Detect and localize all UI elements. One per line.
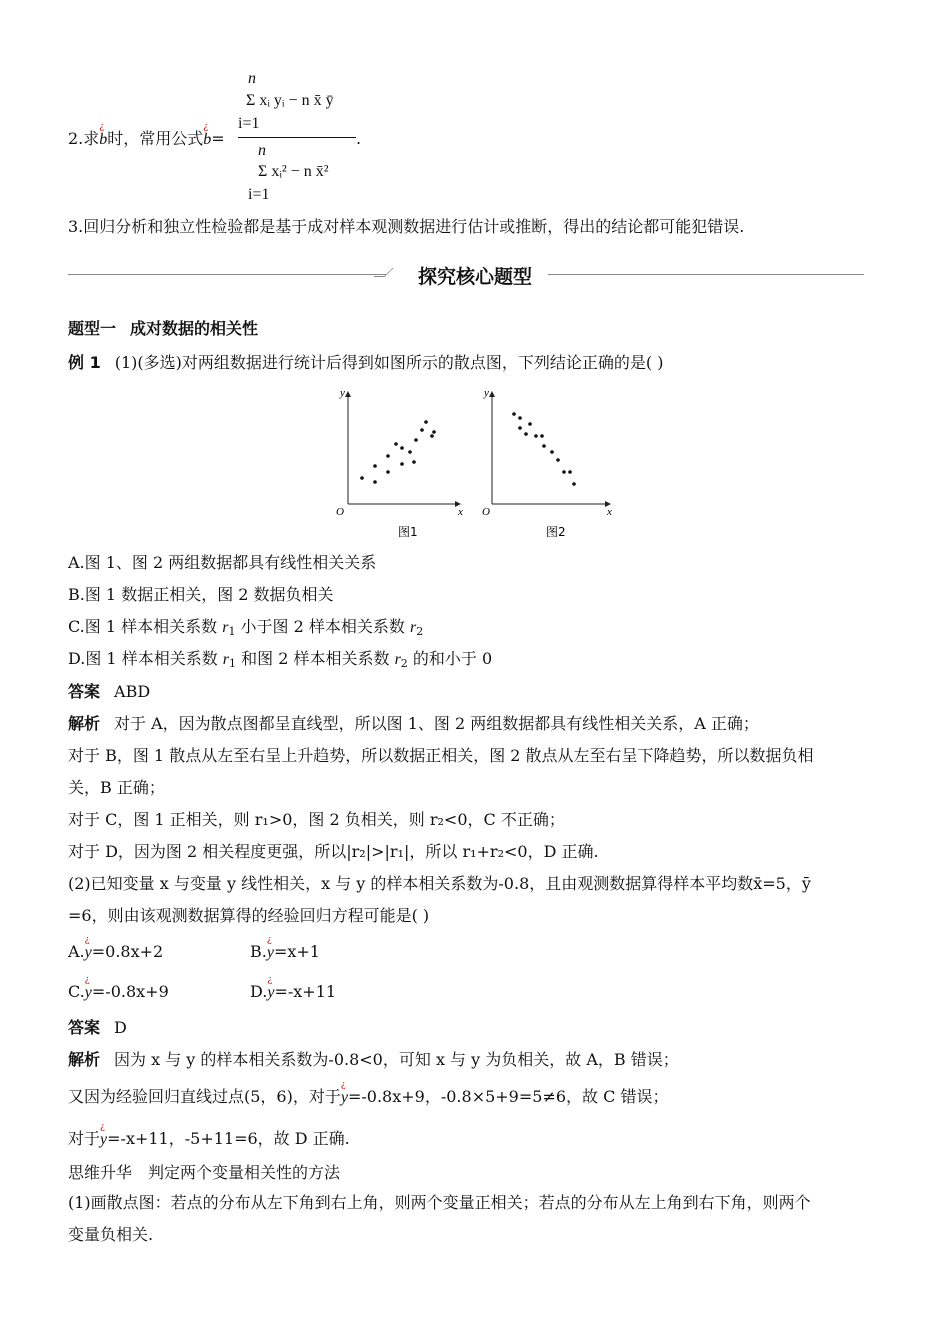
analysis-1-line-1: 解析 对于 A，因为散点图都呈直线型，所以图 1、图 2 两组数据都具有线性相关关系，A 正确； xyxy=(68,714,759,733)
formula-denominator: Σ xᵢ² − n x̄² xyxy=(258,163,329,180)
option-1b: B.图 1 数据正相关，图 2 数据负相关 xyxy=(68,585,334,604)
fig1-y-label: y xyxy=(340,387,345,399)
analysis-2-line-3: 对于 ¿ y=-x+11，-5+11=6，故 D 正确. xyxy=(68,1122,350,1148)
sum-lower-limit-bottom: i=1 xyxy=(248,186,270,203)
item-3: 3.回归分析和独立性检验都是基于成对样本观测数据进行估计或推断，得出的结论都可能犯错误. xyxy=(68,217,745,236)
sum-upper-limit-bottom: n xyxy=(258,142,266,159)
item-2-end: . xyxy=(356,129,362,148)
fig2-caption: 图2 xyxy=(546,525,566,539)
type-heading: 题型一 成对数据的相关性 xyxy=(68,319,259,338)
fig2-points xyxy=(512,412,576,486)
answer-2: 答案 D xyxy=(68,1018,127,1037)
option-1d: D.图 1 样本相关系数 $r_1$ 和图 2 样本相关系数 $r_2$ 的和小于 0 xyxy=(68,649,493,670)
fig2-y-label: y xyxy=(484,387,489,399)
option-1a: A.图 1、图 2 两组数据都具有线性相关关系 xyxy=(68,553,377,572)
formula-numerator: Σ xᵢ yᵢ − n x̄ ȳ xyxy=(246,92,334,109)
fig2-x-label: x xyxy=(607,506,612,518)
thinking-line-1: (1)画散点图：若点的分布从左下角到右上角，则两个变量正相关；若点的分布从左上角到右下角，则两个 xyxy=(68,1193,811,1212)
fig1-origin: O xyxy=(336,506,344,518)
fig1-x-label: x xyxy=(458,506,463,518)
option-1c: C.图 1 样本相关系数 $r_1$ 小于图 2 样本相关系数 $r_2$ xyxy=(68,617,424,638)
analysis-2-line-1: 解析 因为 x 与 y 的样本相关系数为-0.8<0，可知 x 与 y 为负相关，故 A，B 错误； xyxy=(68,1050,679,1069)
divider-right xyxy=(548,274,864,275)
scatter-figures xyxy=(330,380,630,545)
part-2-line-2: =6，则由该观测数据算得的经验回归方程可能是( ) xyxy=(68,906,430,925)
fig2-origin: O xyxy=(482,506,490,518)
option-2d: D. ¿ y=-x+11 xyxy=(250,975,337,1001)
part-2-line-1: (2)已知变量 x 与变量 y 线性相关，x 与 y 的样本相关系数为-0.8，且由观测数据算得样本平均数x̄=5，ȳ xyxy=(68,874,811,893)
thinking-line-2: 变量负相关. xyxy=(68,1225,154,1244)
fig1-caption: 图1 xyxy=(398,525,418,539)
analysis-1-line-2: 对于 B，图 1 散点从左至右呈上升趋势，所以数据正相关，图 2 散点从左至右呈下降趋势，所以数据负相 xyxy=(68,746,814,765)
sum-lower-limit-top: i=1 xyxy=(238,115,260,132)
section-title: 探究核心题型 xyxy=(417,266,532,288)
option-2b: B. ¿ y=x+1 xyxy=(250,935,320,961)
answer-1: 答案 ABD xyxy=(68,682,151,701)
analysis-1-line-3: 关，B 正确； xyxy=(68,778,165,797)
item-2: 2.求 ¿ b时，常用公式 ¿ b= xyxy=(68,122,225,148)
fig1-points xyxy=(360,420,436,484)
analysis-1-line-4: 对于 C，图 1 正相关，则 r₁>0，图 2 负相关，则 r₂<0，C 不正确； xyxy=(68,810,565,829)
sum-upper-limit-top: n xyxy=(248,70,256,87)
example-1: 例 1 (1)(多选)对两组数据进行统计后得到如图所示的散点图，下列结论正确的是( ) xyxy=(68,353,664,372)
analysis-1-line-5: 对于 D，因为图 2 相关程度更强，所以|r₂|>|r₁|，所以 r₁+r₂<0，D 正确. xyxy=(68,842,599,861)
option-2c: C. ¿ y=-0.8x+9 xyxy=(68,975,169,1001)
option-2a: A. ¿ y=0.8x+2 xyxy=(68,935,164,961)
analysis-2-line-2: 又因为经验回归直线过点(5，6)，对于 ¿ y=-0.8x+9，-0.8×5+9=5≠6，故 C 错误； xyxy=(68,1080,669,1106)
fraction-bar xyxy=(238,137,356,138)
thinking-title: 思维升华 判定两个变量相关性的方法 xyxy=(68,1163,341,1182)
